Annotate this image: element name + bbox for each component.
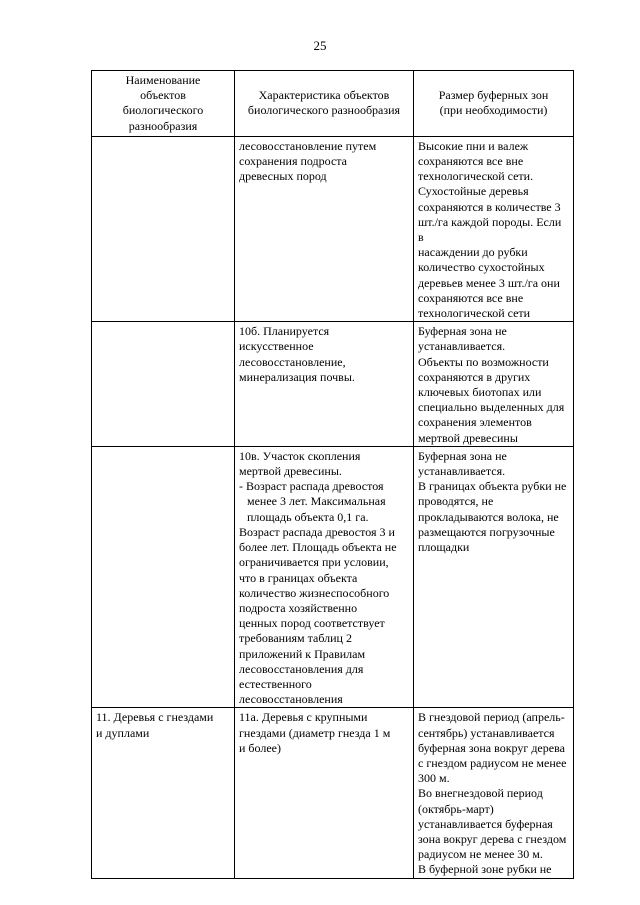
table-row (92, 136, 574, 321)
buffer-cell (414, 446, 574, 707)
buffer-text: В гнездовой период (апрель- сентябрь) устанавливается буферная зона вокруг дерева с гнездом радиусом не менее 300 м. Во внегнездовой период (октябрь-март) устанавливается буферная зона вокруг дерева с гнездом радиусом не менее 30 м. В буферной зоне рубки не (418, 710, 567, 877)
buffer-cell (414, 136, 574, 321)
characteristic-cell (235, 322, 414, 447)
characteristic-text: 11а. Деревья с крупными гнездами (диаметр гнезда 1 м и более) (239, 710, 391, 755)
table-row (92, 708, 574, 878)
table-header-row (92, 71, 574, 137)
buffer-text: Буферная зона не устанавливается. В границах объекта рубки не проводятся, не прокладываются волока, не размещаются погрузочные площадки (418, 448, 567, 555)
object-cell (92, 446, 235, 707)
buffer-text: Буферная зона не устанавливается. Объекты по возможности сохраняются в других ключевых биотопах или специально выделенных для сохранения элементов мертвой древесины (418, 324, 565, 445)
header-object-name: Наименование объектов биологического разнообразия (92, 71, 235, 137)
biodiversity-table (91, 70, 574, 879)
object-cell: 11. Деревья с гнездами и дуплами (92, 708, 235, 878)
header-buffer-size: Размер буферных зон (при необходимости) (414, 71, 574, 137)
header-characteristic: Характеристика объектов биологического разнообразия (235, 71, 414, 137)
table-row (92, 322, 574, 447)
buffer-text: Высокие пни и валеж сохраняются все вне технологической сети. Сухостойные деревья сохраняются в количестве 3 шт./га каждой породы. Если в насаждении до рубки количество сухостойных деревьев менее 3 шт./га они сохраняются все вне технологической сети (418, 138, 562, 321)
characteristic-text: Возраст распада древостоя 3 и более лет. Площадь объекта не ограничивается при условии, что в границах объекта количество жизнеспособного подроста хозяйственно ценных пород соответствует требованиям таблиц 2 приложений к Правилам лесовосстановления для естественного лесовосстановления (239, 524, 397, 707)
characteristic-text: - Возраст распада древостоя менее 3 лет. Максимальная площадь объекта 0,1 га. (239, 479, 386, 524)
characteristic-cell (235, 136, 414, 321)
characteristic-text: 10б. Планируется искусственное лесовосстановление, минерализация почвы. (239, 324, 355, 384)
object-cell (92, 322, 235, 447)
characteristic-cell (235, 708, 414, 878)
buffer-cell (414, 708, 574, 878)
object-cell (92, 136, 235, 321)
buffer-cell (414, 322, 574, 447)
page-number: 25 (313, 38, 327, 53)
characteristic-text: лесовосстановление путем сохранения подроста древесных пород (239, 138, 377, 184)
table-row (92, 446, 574, 707)
characteristic-cell (235, 446, 414, 707)
characteristic-text: 10в. Участок скопления мертвой древесины. (239, 448, 361, 479)
